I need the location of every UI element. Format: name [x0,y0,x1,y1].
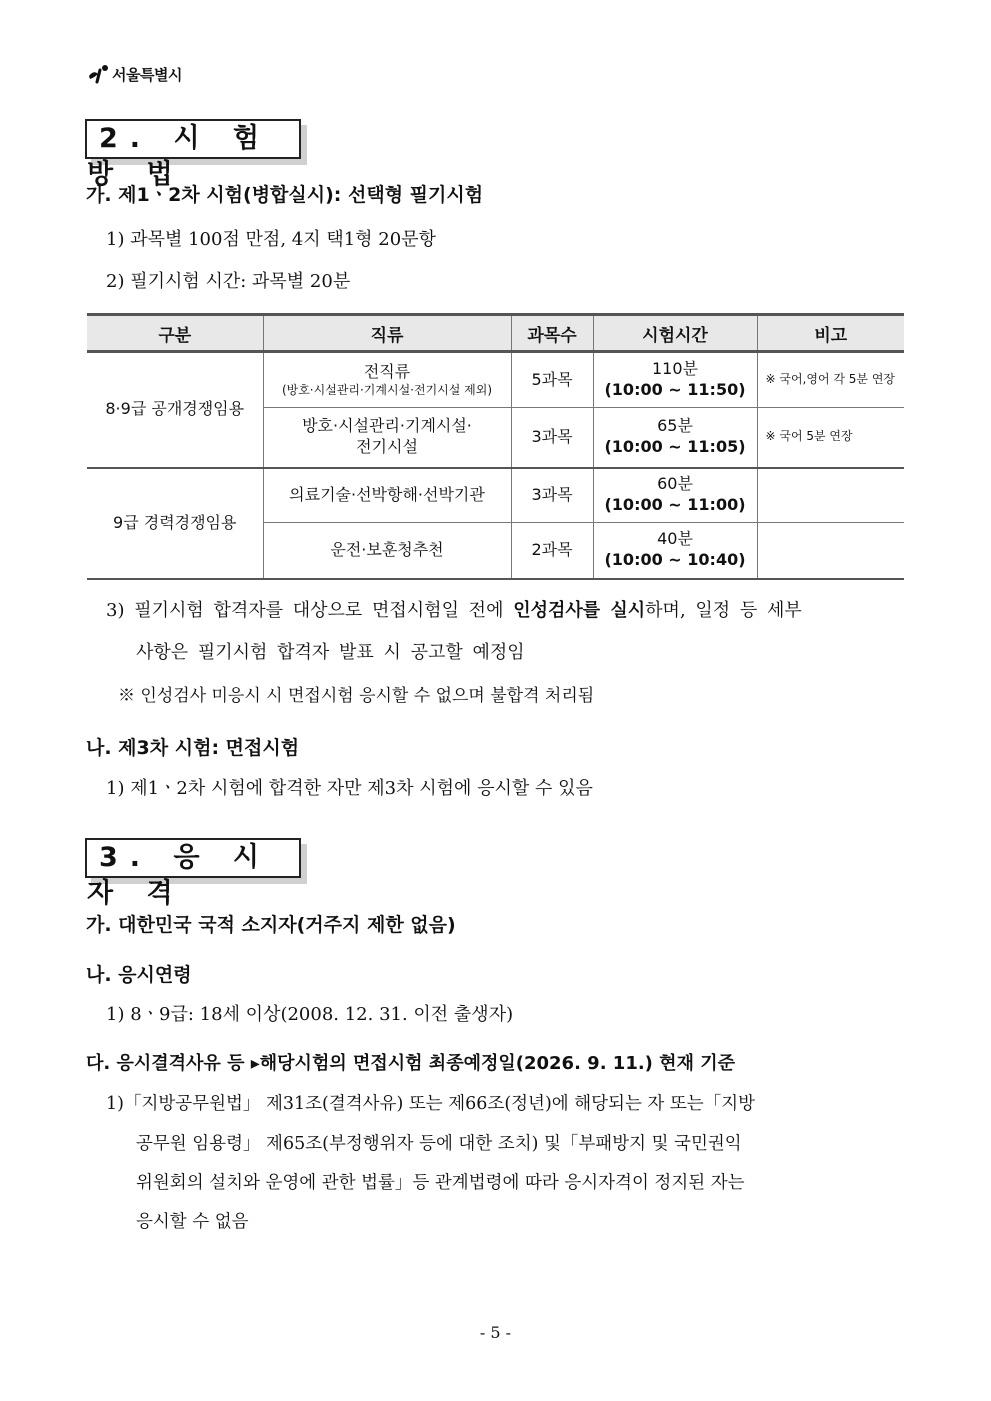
table-header: 비고 [757,315,904,352]
remark-cell [757,468,904,523]
count-cell: 3과목 [511,468,593,523]
job-cell: 운전·보훈청추천 [263,523,511,579]
time-range: (10:00 ~ 11:05) [604,437,746,457]
time-cell [593,408,757,468]
sec2-ga-note: ※ 인성검사 미응시 시 면접시험 응시할 수 없으며 불합격 처리됨 [118,686,595,706]
sec2-ga-item-3 [106,596,802,622]
sec3-da-item-1: 1)「지방공무원법」 제31조(결격사유) 또는 제66조(정년)에 해당되는 자 또는「지방 [106,1094,756,1114]
item-3-text-end: 하며, 일정 등 세부 [645,600,802,621]
seoul-logo-icon [86,62,110,86]
sec2-ga-heading: 가. 제1ㆍ2차 시험(병합실시): 선택형 필기시험 [86,184,484,206]
sec3-da-item-1-cont: 공무원 임용령」 제65조(부정행위자 등에 대한 조치) 및「부패방지 및 국민권익 [136,1134,742,1154]
group-cell: 8·9급 공개경쟁임용 [87,352,263,468]
job-note: (방호·시설관리·기계시설·전기시설 제외) [281,382,493,397]
item-3-text: 3) 필기시험 합격자를 대상으로 면접시험일 전에 [106,600,514,621]
job-name: 전직류 [363,361,411,381]
seoul-logo [86,62,182,86]
table-header: 구분 [87,315,263,352]
time-cell [593,523,757,579]
sec3-ga-heading: 가. 대한민국 국적 소지자(거주지 제한 없음) [86,914,456,936]
sec3-da-item-1-cont: 응시할 수 없음 [136,1212,249,1232]
time-value: 65분 [657,416,693,436]
table-row [87,352,904,408]
table-header: 과목수 [511,315,593,352]
sec3-na-heading: 나. 응시연령 [86,964,192,986]
sec2-ga-item-3-cont: 사항은 필기시험 합격자 발표 시 공고할 예정임 [136,642,525,663]
count-cell: 3과목 [511,408,593,468]
time-value: 60분 [657,474,693,494]
sec3-da-item-1-cont: 위원회의 설치와 운영에 관한 법률」등 관계법령에 따라 응시자격이 정지된 자는 [136,1173,745,1193]
exam-time-table [87,313,904,580]
section-3-title: 3. 응 시 자 격 [85,838,301,878]
time-range: (10:00 ~ 10:40) [604,550,746,570]
job-cell [263,352,511,408]
count-cell: 2과목 [511,523,593,579]
table-header: 직류 [263,315,511,352]
remark-cell: ※ 국어 5분 연장 [757,408,904,468]
logo-text: 서울특별시 [112,65,182,84]
remark-cell [757,523,904,579]
section-2-title: 2. 시 험 방 법 [85,119,301,159]
time-range: (10:00 ~ 11:00) [604,495,746,515]
group-cell: 9급 경력경쟁임용 [87,468,263,579]
job-name-cont: 전기시설 [356,437,418,457]
sec3-da-heading: 다. 응시결격사유 등 ▸해당시험의 면접시험 최종예정일(2026. 9. 11.) 현재 기준 [86,1053,735,1074]
table-header: 시험시간 [593,315,757,352]
job-cell: 의료기술·선박항해·선박기관 [263,468,511,523]
job-name: 방호·시설관리·기계시설· [302,416,472,436]
time-cell [593,468,757,523]
table-header-row [87,315,904,352]
item-3-emphasis: 인성검사를 실시 [513,600,646,621]
sec2-ga-item-1: 1) 과목별 100점 만점, 4지 택1형 20문항 [106,229,436,250]
sec2-na-item-1: 1) 제1ㆍ2차 시험에 합격한 자만 제3차 시험에 응시할 수 있음 [106,778,593,799]
job-cell [263,408,511,468]
page-number: - 5 - [479,1323,512,1342]
sec3-na-item-1: 1) 8ㆍ9급: 18세 이상(2008. 12. 31. 이전 출생자) [106,1004,514,1025]
sec2-na-heading: 나. 제3차 시험: 면접시험 [86,737,300,759]
count-cell: 5과목 [511,352,593,408]
sec2-ga-item-2: 2) 필기시험 시간: 과목별 20분 [106,271,351,292]
remark-cell: ※ 국어,영어 각 5분 연장 [757,352,904,408]
time-value: 110분 [652,359,698,379]
time-cell [593,352,757,408]
table-row [87,468,904,523]
time-range: (10:00 ~ 11:50) [604,380,746,399]
time-value: 40분 [657,529,693,549]
